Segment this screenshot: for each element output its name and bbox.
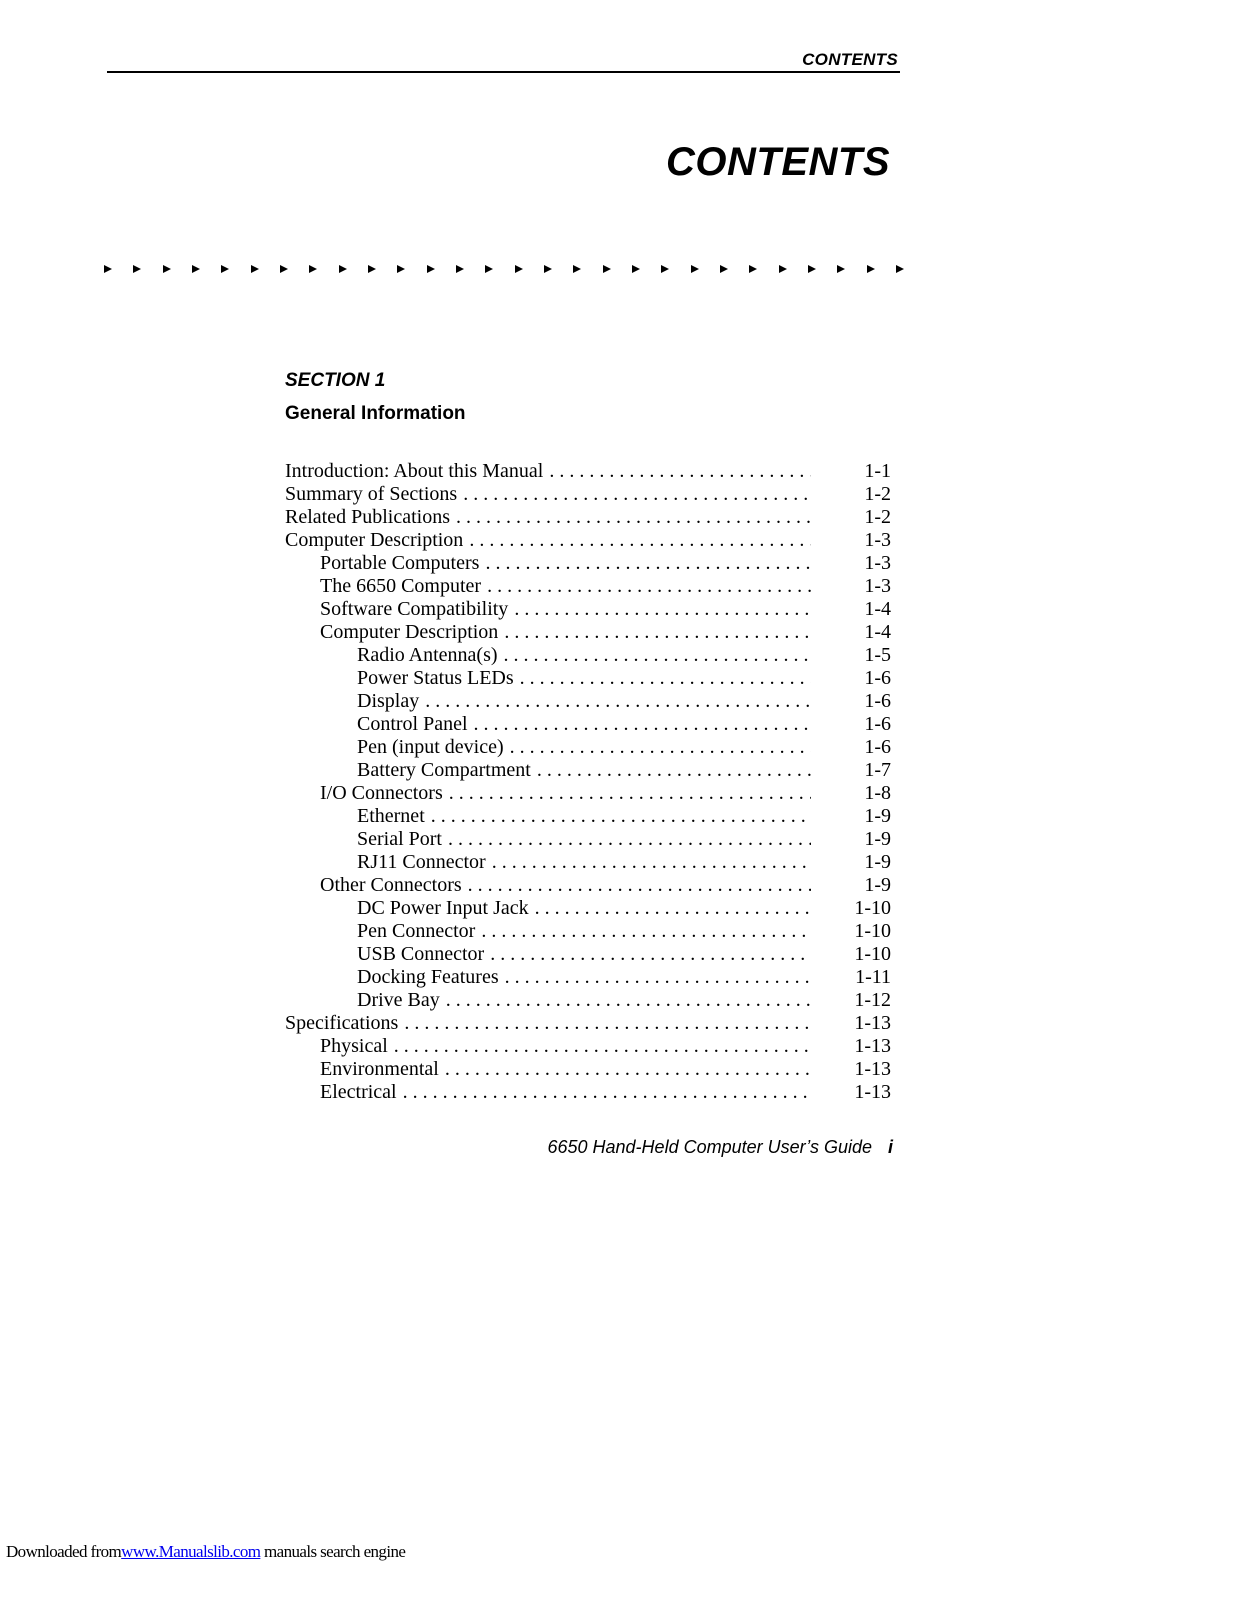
toc-entry-label: Serial Port [357,828,442,850]
toc-entry-label: Docking Features [357,966,499,988]
toc-leader-dots [394,1035,811,1058]
toc-entry-page: 1-6 [864,667,891,689]
toc-entry-label: Control Panel [357,713,468,735]
toc-leader-dots [535,897,811,920]
toc-entry[interactable] [285,506,891,529]
arrow-icon [632,265,640,273]
toc-leader-dots [505,966,811,989]
toc-entry[interactable] [285,966,891,989]
toc-entry-page: 1-1 [864,460,891,482]
toc-entry-page: 1-9 [864,874,891,896]
arrow-icon [544,265,552,273]
running-head: CONTENTS [802,50,898,69]
toc-leader-dots [431,805,811,828]
toc-entry-page: 1-13 [854,1081,891,1103]
toc-entry-page: 1-4 [864,621,891,643]
toc-leader-dots [448,828,811,851]
toc-entry[interactable] [285,483,891,506]
toc-entry-page: 1-3 [864,529,891,551]
toc-leader-dots [490,943,811,966]
header-rule [107,71,900,73]
arrow-icon [603,265,611,273]
toc-entry-label: Radio Antenna(s) [357,644,498,666]
toc-entry[interactable] [285,1058,891,1081]
toc-entry-page: 1-6 [864,713,891,735]
toc-entry-page: 1-6 [864,690,891,712]
section-label: SECTION 1 [285,370,386,391]
toc-entry-page: 1-13 [854,1012,891,1034]
toc-leader-dots [485,552,811,575]
arrow-icon [896,265,904,273]
toc-leader-dots [510,736,811,759]
toc-leader-dots [469,529,811,552]
toc-entry-page: 1-2 [864,506,891,528]
toc-entry-page: 1-6 [864,736,891,758]
toc-leader-dots [481,920,811,943]
toc-leader-dots [504,621,811,644]
arrow-icon [808,265,816,273]
toc-entry[interactable] [285,736,891,759]
toc-entry-page: 1-3 [864,552,891,574]
toc-entry-label: Physical [320,1035,388,1057]
arrow-icon [368,265,376,273]
toc-entry-page: 1-10 [854,943,891,965]
toc-leader-dots [549,460,811,483]
toc-entry-label: Software Compatibility [320,598,509,620]
arrow-icon [427,265,435,273]
arrow-icon [867,265,875,273]
toc-entry[interactable] [285,851,891,874]
toc-leader-dots [520,667,811,690]
watermark-prefix: Downloaded from [6,1542,122,1561]
toc-entry[interactable] [285,874,891,897]
arrow-icon [573,265,581,273]
toc-leader-dots [468,874,811,897]
toc-entry-label: Battery Compartment [357,759,531,781]
toc-entry-label: Pen (input device) [357,736,504,758]
arrow-icon [280,265,288,273]
toc-entry-page: 1-10 [854,920,891,942]
toc-entry[interactable] [285,897,891,920]
toc-entry[interactable] [285,667,891,690]
arrow-icon [837,265,845,273]
toc-entry-label: Display [357,690,420,712]
toc-leader-dots [404,1012,811,1035]
toc-leader-dots [504,644,811,667]
arrow-icon [104,265,112,273]
toc-entry-page: 1-9 [864,851,891,873]
toc-entry[interactable] [285,529,891,552]
toc-entry-label: Ethernet [357,805,425,827]
download-watermark [6,1542,405,1562]
manualslib-link[interactable]: www.Manualslib.com [121,1542,261,1561]
toc-entry-label: Drive Bay [357,989,440,1011]
toc-entry[interactable] [285,598,891,621]
toc-entry[interactable] [285,1035,891,1058]
toc-entry-page: 1-11 [855,966,891,988]
toc-entry[interactable] [285,644,891,667]
toc-entry-label: Power Status LEDs [357,667,514,689]
toc-entry-label: Computer Description [285,529,464,551]
arrow-icon [221,265,229,273]
arrow-icon [163,265,171,273]
toc-entry-page: 1-3 [864,575,891,597]
toc-entry-page: 1-2 [864,483,891,505]
toc-entry[interactable] [285,782,891,805]
arrow-divider [104,259,904,279]
toc-entry[interactable] [285,552,891,575]
arrow-icon [485,265,493,273]
toc-entry[interactable] [285,805,891,828]
toc-entry[interactable] [285,828,891,851]
toc-entry-page: 1-9 [864,828,891,850]
toc-leader-dots [514,598,811,621]
toc-entry[interactable] [285,1012,891,1035]
toc-entry[interactable] [285,460,891,483]
toc-entry-label: Environmental [320,1058,439,1080]
arrow-icon [661,265,669,273]
toc-entry-page: 1-13 [854,1035,891,1057]
toc-leader-dots [474,713,811,736]
footer-guide-title: 6650 Hand-Held Computer User’s Guide [547,1137,872,1157]
arrow-icon [192,265,200,273]
toc-entry[interactable] [285,989,891,1012]
toc-leader-dots [445,1058,811,1081]
toc-leader-dots [537,759,811,782]
toc-entry-label: Summary of Sections [285,483,458,505]
toc-entry-label: Other Connectors [320,874,462,896]
toc-entry[interactable] [285,1081,891,1104]
toc-leader-dots [425,690,811,713]
toc-entry-label: Computer Description [320,621,499,643]
toc-entry-page: 1-4 [864,598,891,620]
toc-entry-label: Pen Connector [357,920,476,942]
arrow-icon [456,265,464,273]
toc-entry[interactable] [285,575,891,598]
footer-page-number: i [888,1137,894,1157]
toc-leader-dots [492,851,811,874]
toc-entry-page: 1-12 [854,989,891,1011]
toc-entry-label: Introduction: About this Manual [285,460,544,482]
arrow-icon [515,265,523,273]
toc-leader-dots [449,782,811,805]
arrow-icon [691,265,699,273]
toc-entry-label: Portable Computers [320,552,480,574]
toc-entry[interactable] [285,690,891,713]
toc-entry-page: 1-7 [864,759,891,781]
toc-entry-label: Specifications [285,1012,399,1034]
toc-entry-label: RJ11 Connector [357,851,486,873]
toc-leader-dots [456,506,811,529]
page-title: CONTENTS [666,140,890,184]
watermark-suffix: manuals search engine [260,1542,406,1561]
toc-leader-dots [463,483,811,506]
toc-leader-dots [446,989,811,1012]
toc-entry[interactable] [285,713,891,736]
arrow-icon [397,265,405,273]
toc-leader-dots [403,1081,811,1104]
toc-entry-page: 1-5 [864,644,891,666]
toc-entry-label: USB Connector [357,943,485,965]
arrow-icon [779,265,787,273]
arrow-icon [133,265,141,273]
toc-entry-label: DC Power Input Jack [357,897,529,919]
arrow-icon [339,265,347,273]
toc-entry-label: Electrical [320,1081,397,1103]
section-title: General Information [285,403,466,424]
toc-entry[interactable] [285,943,891,966]
toc-entry[interactable] [285,920,891,943]
toc-entry-page: 1-13 [854,1058,891,1080]
arrow-icon [251,265,259,273]
arrow-icon [720,265,728,273]
arrow-icon [309,265,317,273]
toc-entry[interactable] [285,621,891,644]
toc-entry-label: Related Publications [285,506,450,528]
arrow-icon [749,265,757,273]
toc-entry-page: 1-8 [864,782,891,804]
toc-entry-page: 1-10 [854,897,891,919]
toc-entry-label: I/O Connectors [320,782,443,804]
toc-entry-page: 1-9 [864,805,891,827]
table-of-contents [285,460,891,1104]
toc-leader-dots [487,575,811,598]
toc-entry[interactable] [285,759,891,782]
toc-entry-label: The 6650 Computer [320,575,482,597]
